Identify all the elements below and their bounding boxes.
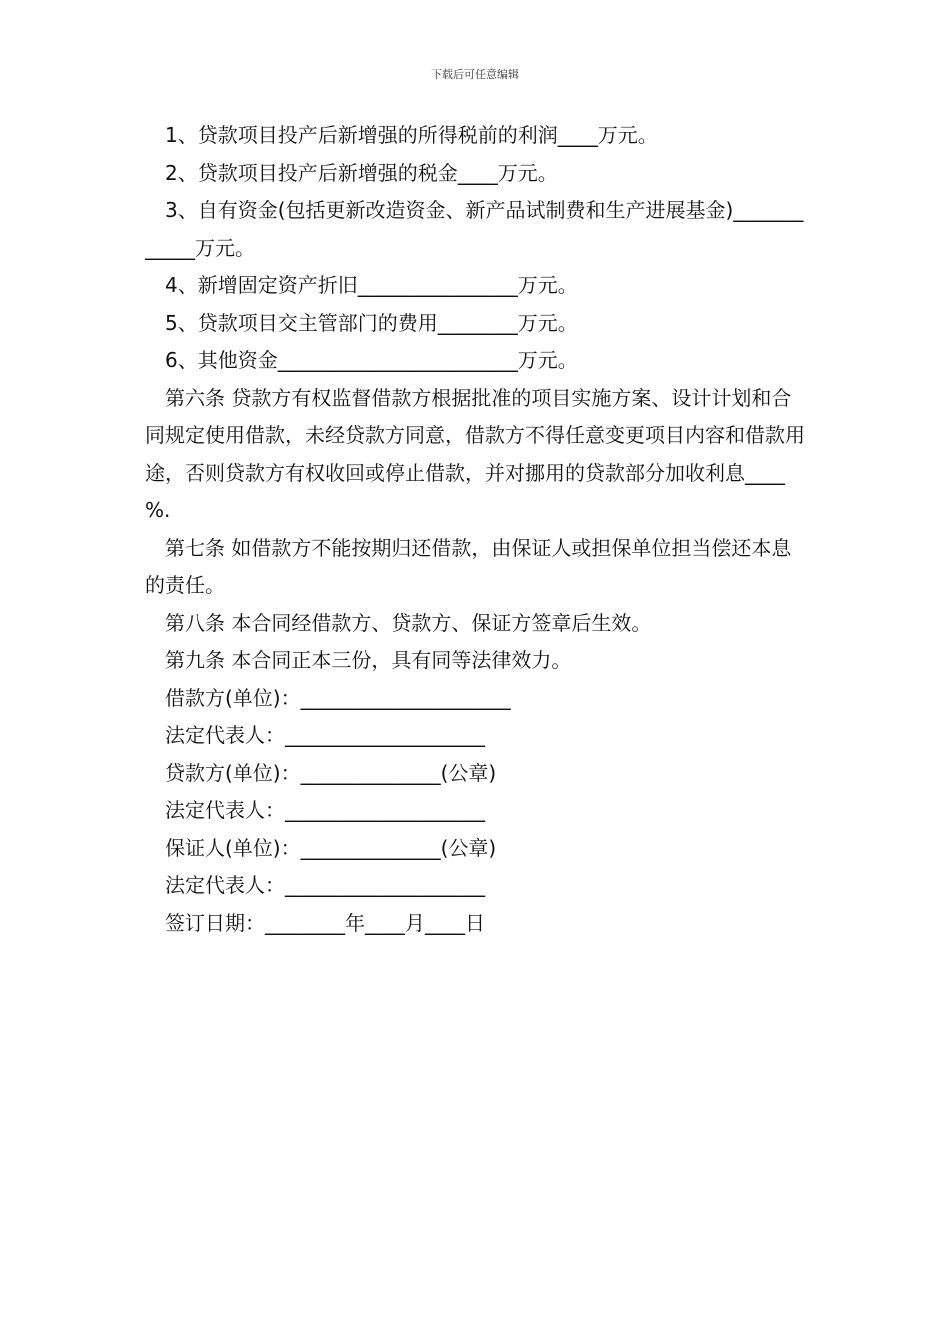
- lender-representative-line: 法定代表人：____________________: [165, 798, 485, 822]
- guarantor-signature-line: 保证人(单位)：______________(公章): [165, 835, 497, 860]
- article-6: 第六条 贷款方有权监督借款方根据批准的项目实施方案、设计计划和合同规定使用借款，未经贷款方同意，借款方不得任意变更项目内容和借款用途，否则贷款方有权收回或停止借款，并对挪用的贷款部分加收利息____ %.: [145, 385, 805, 522]
- article-8: 第八条 本合同经借款方、贷款方、保证方签章后生效。: [165, 610, 652, 635]
- clause-item-1: 1、贷款项目投产后新增强的所得税前的利润____万元。: [165, 123, 658, 147]
- clause-item-6: 6、其他资金________________________万元。: [165, 348, 578, 372]
- document-body: [145, 117, 810, 942]
- clause-item-4: 4、新增固定资产折旧________________万元。: [165, 273, 578, 297]
- clause-item-5: 5、贷款项目交主管部门的费用________万元。: [165, 310, 578, 335]
- clause-item-2: 2、贷款项目投产后新增强的税金____万元。: [165, 160, 558, 185]
- page-header: 下载后可任意编辑: [431, 68, 519, 81]
- article-7: 第七条 如借款方不能按期归还借款，由保证人或担保单位担当偿还本息的责任。: [145, 535, 792, 597]
- clause-item-3: 3、自有资金(包括更新改造资金、新产品试制费和生产进展基金)____________万元。: [145, 198, 804, 260]
- borrower-representative-line: 法定代表人：____________________: [165, 723, 485, 747]
- guarantor-representative-line: 法定代表人：____________________: [165, 873, 485, 897]
- lender-signature-line: 贷款方(单位)：______________(公章): [165, 760, 497, 785]
- borrower-signature-line: 借款方(单位)：_____________________: [165, 685, 511, 710]
- article-9: 第九条 本合同正本三份，具有同等法律效力。: [165, 648, 572, 672]
- signing-date-line: 签订日期：________年____月____日: [165, 910, 485, 935]
